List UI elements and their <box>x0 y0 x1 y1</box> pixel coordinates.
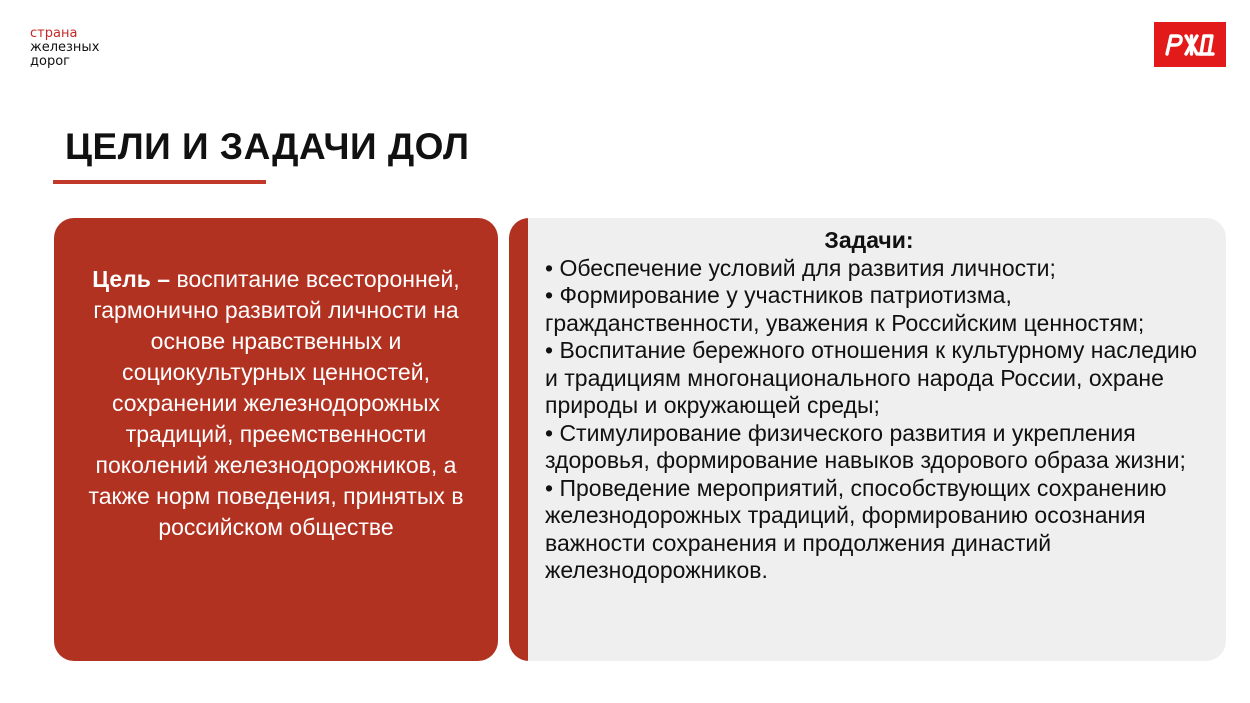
title-underline <box>53 180 266 184</box>
goal-text: воспитание всесторонней, гармонично развитой личности на основе нравственных и социокультурных ценностей, сохранении железнодорожных традиций, преемственности поколений железнодорожников, а также норм поведения, принятых в российском обществе <box>88 266 464 540</box>
rzd-logo-icon <box>1154 22 1226 67</box>
task-item: • Проведение мероприятий, способствующих сохранению железнодорожных традиций, формированию осознания важности сохранения и продолжения династий железнодорожников. <box>545 474 1167 583</box>
task-item: • Обеспечение условий для развития личности; <box>545 254 1056 281</box>
brand-line-2: железных <box>30 40 100 55</box>
goal-label: Цель – <box>92 266 171 292</box>
tasks-accent-bar <box>509 218 528 661</box>
brand-wordmark <box>30 27 99 69</box>
tasks-content <box>545 227 1215 585</box>
brand-line-1: страна <box>30 26 78 41</box>
page-title: ЦЕЛИ И ЗАДАЧИ ДОЛ <box>65 126 470 167</box>
goal-card <box>54 218 498 661</box>
rzd-logo-glyph <box>1161 32 1219 58</box>
tasks-heading: Задачи: <box>824 227 914 253</box>
brand-line-3: дорог <box>30 54 70 69</box>
task-item: • Воспитание бережного отношения к культурному наследию и традициям многонационального народа России, охране природы и окружающей среды; <box>545 337 1197 418</box>
task-item: • Стимулирование физического развития и укрепления здоровья, формирование навыков здорового образа жизни; <box>545 419 1186 473</box>
tasks-card <box>509 218 1226 661</box>
task-item: • Формирование у участников патриотизма, гражданственности, уважения к Российским ценностям; <box>545 282 1145 336</box>
